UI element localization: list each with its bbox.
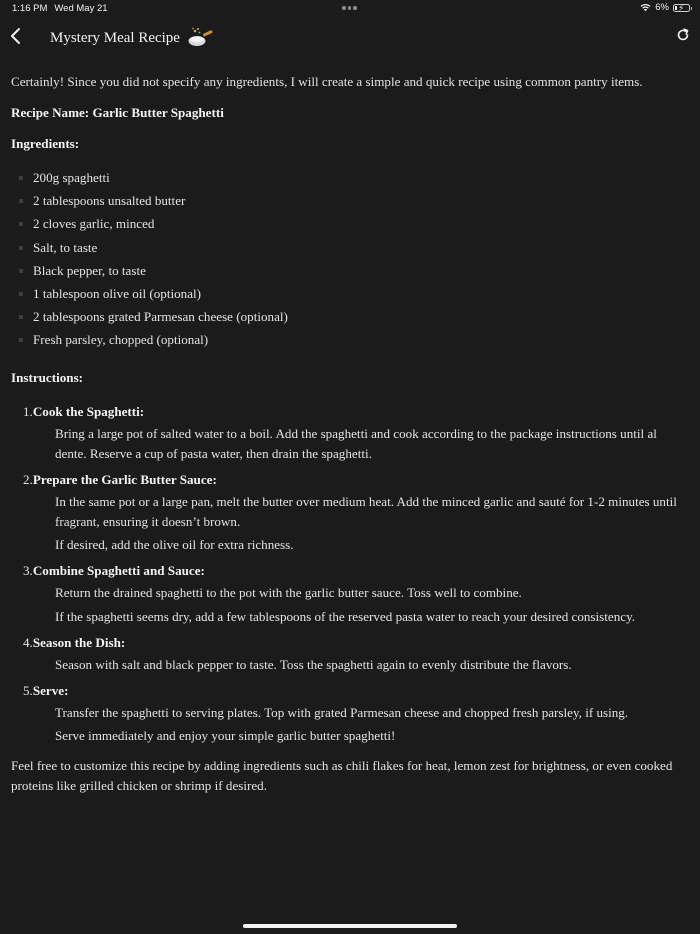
navigation-bar [0, 20, 700, 54]
recipe-content [11, 72, 690, 796]
page-title-wrap [50, 26, 214, 50]
step-text: Serve immediately and enjoy your simple garlic butter spaghetti! [55, 728, 396, 743]
ingredient-item: 2 cloves garlic, minced [11, 214, 690, 237]
step-number: 3. [23, 563, 33, 578]
step-body [11, 492, 690, 556]
step-text: If the spaghetti seems dry, add a few tablespoons of the reserved pasta water to reach your desired consistency. [55, 608, 636, 624]
ingredient-item: Black pepper, to taste [11, 261, 690, 284]
status-time: 1:16 PM [12, 3, 48, 14]
ingredient-item: Fresh parsley, chopped (optional) [11, 330, 690, 353]
status-date: Wed May 21 [54, 3, 108, 14]
status-indicators [640, 2, 690, 13]
step-text: Bring a large pot of salted water to a boil. Add the spaghetti and cook according to the package instructions until al dente. Reserve a cup of pasta water, then drain the spaghetti. [55, 425, 657, 461]
ingredient-item: 2 tablespoons grated Parmesan cheese (optional) [11, 307, 690, 330]
instruction-step [11, 402, 690, 464]
page-title: Mystery Meal Recipe [50, 29, 180, 46]
step-number: 2. [23, 471, 33, 487]
instruction-step [11, 633, 690, 675]
battery-icon: ⚡ [673, 4, 690, 12]
step-number: 1. [23, 403, 33, 419]
step-title [11, 402, 690, 424]
ingredients-heading: Ingredients: [11, 136, 80, 151]
step-text: Transfer the spaghetti to serving plates. Top with grated Parmesan cheese and chopped fresh parsley, if using. [55, 704, 629, 720]
step-text: In the same pot or a large pan, melt the butter over medium heat. Add the minced garlic and sauté for 1-2 minutes until fragrant, ensuring it doesn’t brown. [55, 493, 677, 529]
closing-text: Feel free to customize this recipe by adding ingredients such as chili flakes for heat, lemon zest for brightness, or even cooked proteins like grilled chicken or shrimp if desired. [11, 758, 673, 793]
recipe-name: Recipe Name: Garlic Butter Spaghetti [11, 105, 224, 120]
instruction-step [11, 470, 690, 556]
back-chevron-icon[interactable] [8, 25, 26, 47]
instructions-heading: Instructions: [11, 369, 84, 385]
step-number: 5. [23, 682, 33, 698]
cooking-pan-icon [186, 26, 214, 50]
ingredient-item: 1 tablespoon olive oil (optional) [11, 284, 690, 307]
ingredient-item: 2 tablespoons unsalted butter [11, 191, 690, 214]
ingredients-list [11, 168, 690, 354]
step-title [11, 470, 690, 492]
step-body [11, 583, 690, 627]
status-time-date [12, 3, 108, 14]
step-title [11, 681, 690, 703]
step-name: Prepare the Garlic Butter Sauce: [32, 471, 217, 487]
instruction-step [11, 681, 690, 747]
step-name: Combine Spaghetti and Sauce: [32, 563, 205, 578]
step-name: Season the Dish: [32, 634, 126, 650]
home-indicator[interactable] [243, 924, 457, 928]
refresh-icon[interactable] [676, 28, 690, 42]
ingredient-item: 200g spaghetti [11, 168, 690, 191]
step-name: Cook the Spaghetti: [32, 403, 145, 419]
intro-text: Certainly! Since you did not specify any ingredients, I will create a simple and quick recipe using common pantry items. [11, 74, 643, 89]
step-body [11, 655, 690, 675]
step-number: 4. [23, 634, 33, 650]
instructions-list [11, 402, 690, 747]
step-name: Serve: [32, 682, 69, 698]
status-bar [0, 0, 700, 18]
step-text: Return the drained spaghetti to the pot with the garlic butter sauce. Toss well to combine. [55, 585, 522, 600]
step-body [11, 703, 690, 747]
step-text: Season with salt and black pepper to taste. Toss the spaghetti again to evenly distribute the flavors. [55, 656, 572, 672]
wifi-icon [640, 3, 651, 12]
multitasking-dots-icon[interactable] [342, 6, 357, 10]
instruction-step [11, 561, 690, 627]
step-title [11, 561, 690, 583]
ingredient-item: Salt, to taste [11, 238, 690, 261]
step-body [11, 424, 690, 464]
battery-percent: 6% [655, 2, 669, 13]
step-text: If desired, add the olive oil for extra richness. [55, 537, 294, 552]
step-title [11, 633, 690, 655]
